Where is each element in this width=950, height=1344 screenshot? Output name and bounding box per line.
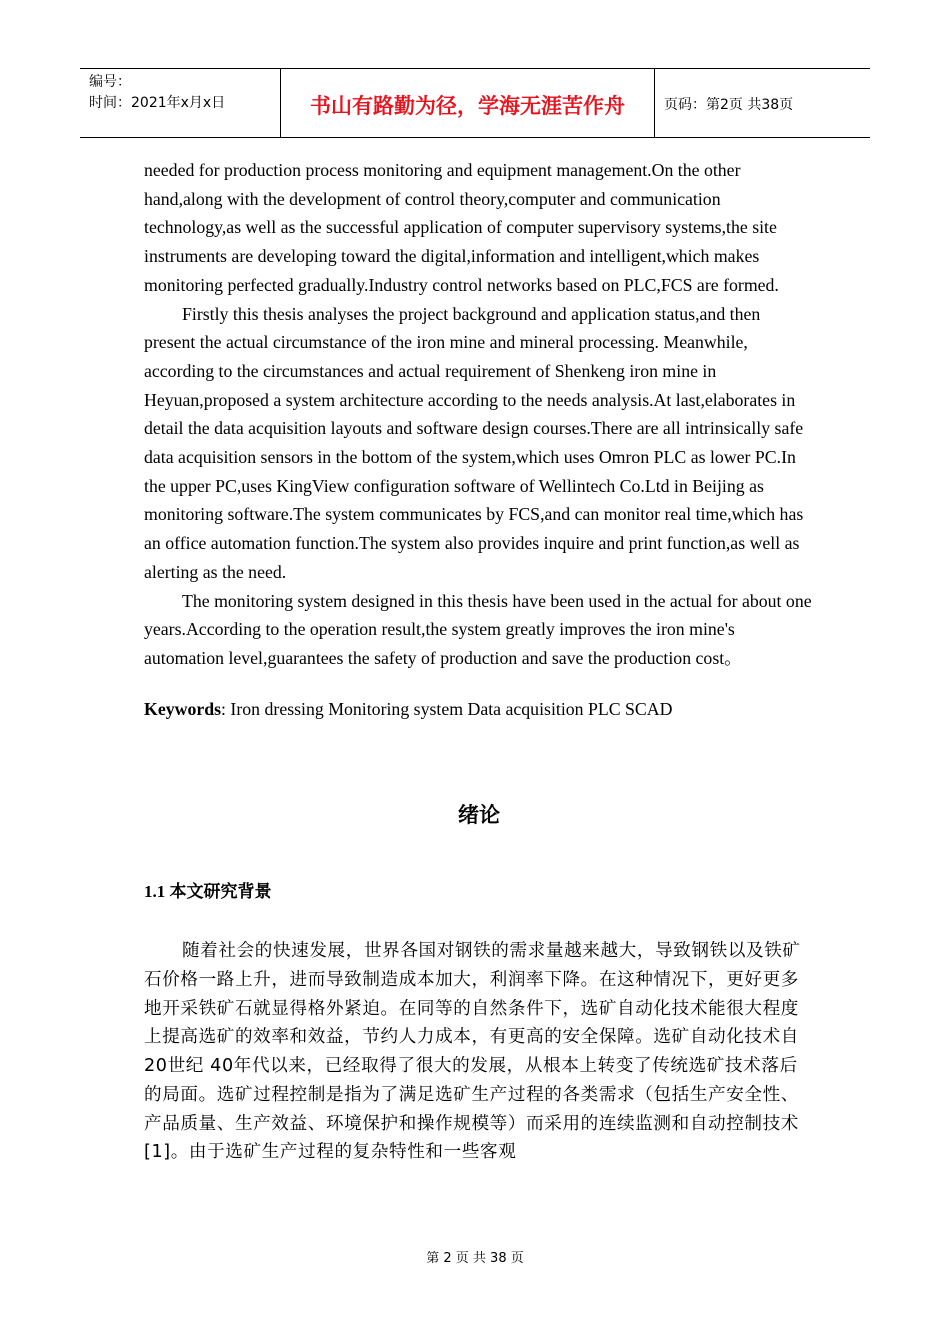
abstract-paragraph-1: needed for production process monitoring and equipment management.On the other hand,along with the development of control theory,computer and communication technology,as well as the successful application of computer supervisory systems,the site instruments are developing toward the digital,information and intelligent,which makes monitoring perfected gradually.Industry control networks based on PLC,FCS are formed. <box>144 160 779 295</box>
page-header <box>80 68 870 138</box>
header-meta <box>80 69 281 137</box>
header-page-info: 页码：第2页 共38页 <box>664 97 794 113</box>
page-content <box>144 156 814 1185</box>
abstract-paragraph-2: Firstly this thesis analyses the project background and application status,and then present the actual circumstance of the iron mine and mineral processing. Meanwhile, according to the circumstances and actual requirement of Shenkeng iron mine in Heyuan,proposed a system architecture according to the needs analysis.At last,elaborates in detail the data acquisition layouts and software design courses.There are all intrinsically safe data acquisition sensors in the bottom of the system,which uses Omron PLC as lower PC.In the upper PC,uses KingView configuration software of Wellintech Co.Ltd in Beijing as monitoring software.The system communicates by FCS,and can monitor real time,which has an office automation function.The system also provides inquire and print function,as well as alerting as the need. <box>144 303 804 582</box>
header-time-label: 时间：2021年x月x日 <box>89 95 226 111</box>
chapter-title: 绪论 <box>458 803 500 828</box>
section-title: 1.1 本文研究背景 <box>144 882 272 902</box>
header-motto: 书山有路勤为径，学海无涯苦作舟 <box>281 69 655 137</box>
header-number-label: 编号： <box>89 74 131 90</box>
section-paragraph: 随着社会的快速发展，世界各国对钢铁的需求量越来越大，导致钢铁以及铁矿石价格一路上升，进而导致制造成本加大，利润率下降。在这种情况下，更好更多地开采铁矿石就显得格外紧迫。在同等的自然条件下，选矿自动化技术能很大程度上提高选矿的效率和效益，节约人力成本，有更高的安全保障。选矿自动化技术自20世纪 40年代以来，已经取得了很大的发展，从根本上转变了传统选矿技术落后的局面。选矿过程控制是指为了满足选矿生产过程的各类需求（包括生产安全性、产品质量、生产效益、环境保护和操作规模等）而采用的连续监测和自动控制技术[1]。由于选矿生产过程的复杂特性和一些客观 <box>144 941 801 1163</box>
keywords-label: Keywords <box>144 698 222 719</box>
keywords-line <box>144 695 814 724</box>
page-footer: 第 2 页 共 38 页 <box>426 1251 524 1266</box>
abstract-paragraph-3: The monitoring system designed in this thesis have been used in the actual for about one years.According to the operation result,the system greatly improves the iron mine's automation level,guarantees the safety of production and save the production cost。 <box>144 590 812 668</box>
keywords-list: : Iron dressing Monitoring system Data acquisition PLC SCAD <box>221 698 673 719</box>
